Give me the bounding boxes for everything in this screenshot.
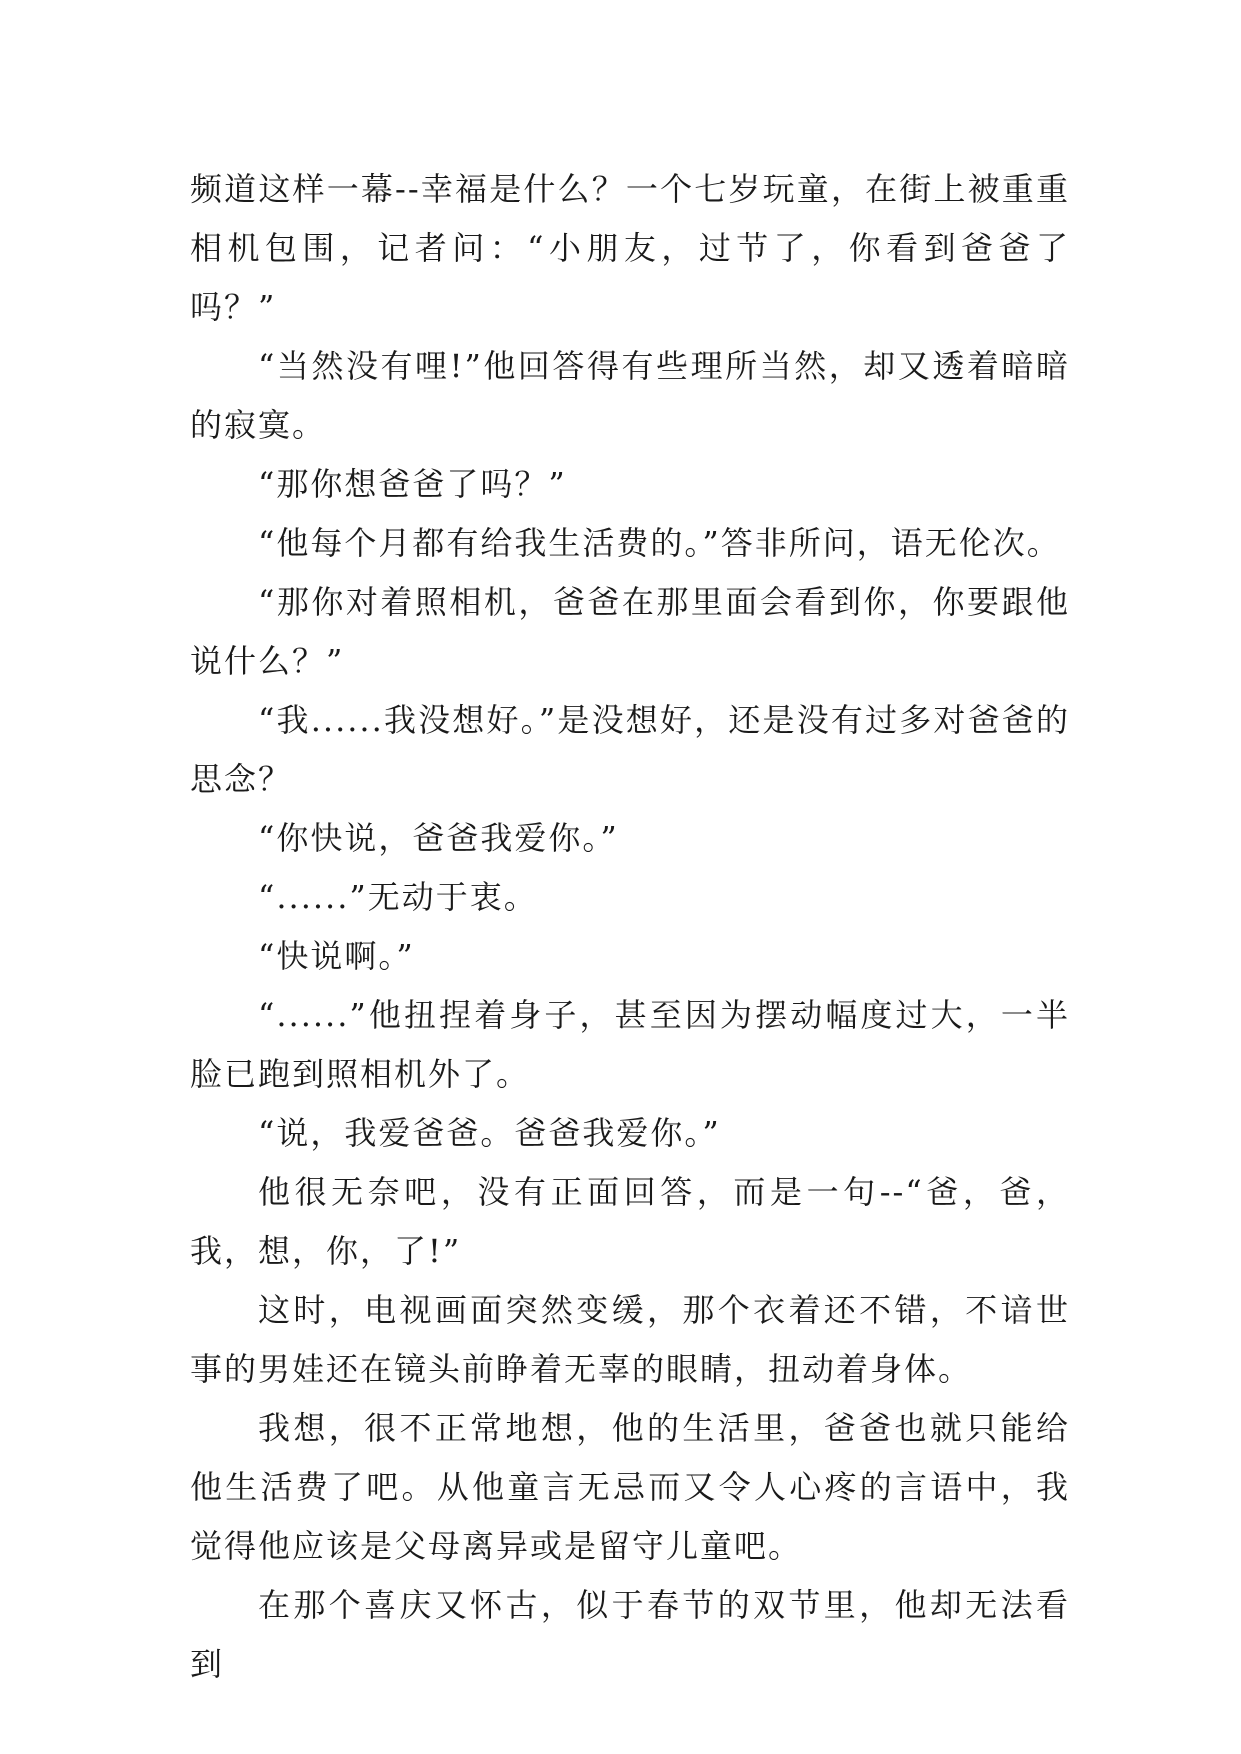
paragraph-5: “那你对着照相机，爸爸在那里面会看到你，你要跟他说什么？” — [190, 583, 1070, 680]
paragraph-13: 这时，电视画面突然变缓，那个衣着还不错，不谙世事的男娃还在镜头前睁着无辜的眼睛，扭动着身体。 — [190, 1291, 1070, 1388]
article-body — [190, 160, 1070, 1694]
paragraph-1: 频道这样一幕--幸福是什么？一个七岁玩童，在街上被重重相机包围，记者问：“小朋友，过节了，你看到爸爸了吗？” — [190, 170, 1070, 326]
paragraph-6: “我......我没想好。”是没想好，还是没有过多对爸爸的思念？ — [190, 701, 1070, 798]
paragraph-2: “当然没有哩!”他回答得有些理所当然，却又透着暗暗的寂寞。 — [190, 347, 1070, 444]
paragraph-14: 我想，很不正常地想，他的生活里，爸爸也就只能给他生活费了吧。从他童言无忌而又令人心疼的言语中，我觉得他应该是父母离异或是留守儿童吧。 — [190, 1409, 1070, 1565]
paragraph-11: “说，我爱爸爸。爸爸我爱你。” — [258, 1114, 721, 1152]
paragraph-10: “......”他扭捏着身子，甚至因为摆动幅度过大，一半脸已跑到照相机外了。 — [190, 996, 1070, 1093]
paragraph-3: “那你想爸爸了吗？” — [258, 465, 567, 503]
paragraph-15: 在那个喜庆又怀古，似于春节的双节里，他却无法看到 — [190, 1586, 1070, 1683]
paragraph-4: “他每个月都有给我生活费的。”答非所问，语无伦次。 — [258, 524, 1061, 562]
paragraph-7: “你快说，爸爸我爱你。” — [258, 819, 619, 857]
paragraph-12: 他很无奈吧，没有正面回答，而是一句--“爸，爸，我，想，你，了!” — [190, 1173, 1070, 1270]
paragraph-9: “快说啊。” — [258, 937, 415, 975]
paragraph-8: “......”无动于衷。 — [258, 878, 538, 916]
